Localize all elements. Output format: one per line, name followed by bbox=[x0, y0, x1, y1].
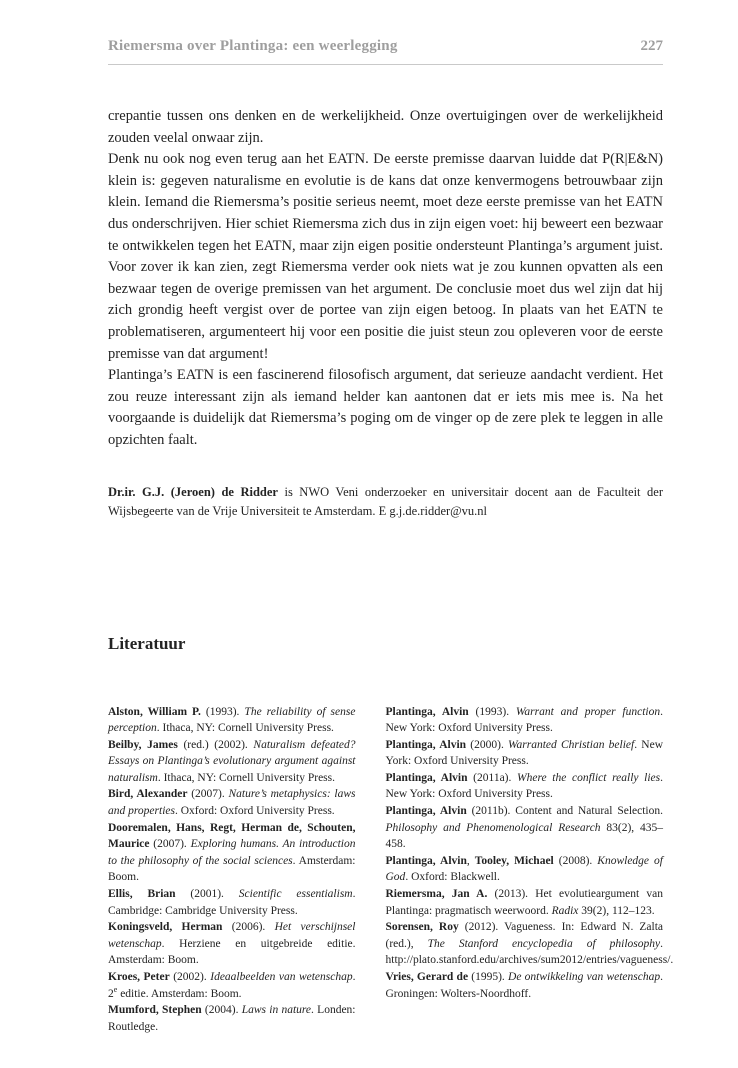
bibliography bbox=[108, 704, 674, 1036]
text-segment: . Oxford: Oxford University Press. bbox=[174, 805, 335, 818]
text-segment: 83(2), 435–458. bbox=[385, 821, 663, 851]
text-segment: Plantinga, Alvin bbox=[385, 771, 468, 784]
text-segment: Kroes, Peter bbox=[108, 971, 170, 983]
bib-entry bbox=[108, 919, 356, 969]
text-segment: (2008). bbox=[553, 854, 598, 867]
text-segment: The Stanford encyclopedia of philosophy bbox=[427, 937, 661, 950]
bib-column-left bbox=[108, 704, 356, 1036]
bib-entry bbox=[108, 786, 356, 819]
text-segment: (2007). bbox=[149, 838, 191, 851]
body-paragraph: crepantie tussen ons denken en de werkelijkheid. Onze overtuigingen over de werkelijkheid zouden veelal onwaar zijn. bbox=[108, 108, 663, 146]
text-segment: Mumford, Stephen bbox=[108, 1004, 202, 1017]
author-bio-text: is NWO Veni onderzoeker en universitair docent aan de Faculteit der Wijsbegeerte van de Vrije Universiteit te Amsterdam. E g.j.de.ridder@vu.nl bbox=[108, 484, 663, 518]
text-segment: Knowledge of God bbox=[385, 854, 663, 884]
text-segment: (2013). Het evolutieargument van Plantinga: pragmatisch weerwoord. bbox=[385, 888, 663, 917]
page-number: 227 bbox=[640, 38, 663, 54]
article-body bbox=[108, 106, 663, 452]
text-segment: . New York: Oxford University Press. bbox=[385, 771, 663, 801]
page-header bbox=[108, 38, 663, 65]
text-segment: Bird, Alexander bbox=[108, 788, 188, 801]
author-bio bbox=[108, 483, 663, 522]
text-segment: (2002). bbox=[169, 971, 211, 983]
text-segment: Nature’s metaphysics: laws and properties bbox=[108, 788, 356, 818]
bib-entry bbox=[386, 803, 664, 853]
text-segment: Naturalism defeated? Essays on Plantinga’s evolutionary argument against naturalism bbox=[108, 738, 356, 784]
text-segment: Warrant and proper function bbox=[515, 705, 661, 718]
text-segment: editie. Amsterdam: Boom. bbox=[117, 987, 242, 1000]
text-segment: (1993). bbox=[468, 705, 516, 718]
bib-entry bbox=[108, 886, 356, 919]
bib-entry bbox=[386, 886, 664, 919]
text-segment: . Amsterdam: Boom. bbox=[108, 854, 356, 884]
bib-column-right bbox=[385, 704, 674, 1036]
bib-entry bbox=[108, 1002, 356, 1035]
text-segment: . Cambridge: Cambridge University Press. bbox=[108, 888, 356, 917]
text-segment: , bbox=[466, 854, 475, 867]
text-segment: . Londen: Routledge. bbox=[108, 1004, 356, 1033]
text-segment: The reliability of sense perception bbox=[108, 705, 356, 735]
text-segment: (1993). bbox=[200, 705, 245, 718]
text-segment: Philosophy and Phenomenological Research bbox=[385, 821, 601, 834]
text-segment: (2001). bbox=[175, 888, 239, 901]
text-segment: Warranted Christian belief bbox=[508, 738, 635, 751]
text-segment: Ideaalbeelden van wetenschap bbox=[210, 971, 353, 983]
text-segment: Exploring humans. An introduction to the philosophy of the social sciences bbox=[108, 838, 356, 867]
text-segment: Radix bbox=[551, 904, 579, 917]
text-segment: (2007). bbox=[187, 788, 229, 801]
text-segment: . Ithaca, NY: Cornell University Press. bbox=[156, 722, 334, 735]
text-segment: (1995). bbox=[468, 971, 509, 983]
text-segment: Riemersma, Jan A. bbox=[385, 888, 488, 901]
text-segment: Plantinga, Alvin bbox=[385, 738, 467, 751]
text-segment: (2012). Vagueness. In: Edward N. Zalta (red.), bbox=[385, 921, 663, 950]
bib-entry bbox=[386, 853, 664, 886]
text-segment: Tooley, Michael bbox=[474, 854, 554, 867]
text-segment: . New York: Oxford University Press. bbox=[385, 705, 663, 735]
bib-entry bbox=[386, 737, 664, 770]
bib-entry bbox=[108, 820, 356, 886]
text-segment: Alston, William P. bbox=[108, 705, 201, 718]
body-paragraph: Plantinga’s EATN is een fascinerend filosofisch argument, dat serieuze aandacht verdient. Het zou reuze interessant zijn als iemand helder kan aantonen dat er iets mis mee is. Na het voorgaande is duidelijk dat Riemersma’s poging om de vinger op de zere plek te leggen in alle opzichten faalt. bbox=[108, 367, 663, 448]
text-segment: (2011a). bbox=[467, 771, 518, 784]
text-segment: Dooremalen, Hans, Regt, Herman de, Schouten, Maurice bbox=[108, 821, 356, 851]
text-segment: Het verschijnsel wetenschap bbox=[108, 921, 356, 950]
bib-entry bbox=[108, 737, 356, 787]
bib-entry bbox=[386, 704, 664, 737]
text-segment: (2000). bbox=[466, 738, 509, 751]
text-segment: (2011b). Content and Natural Selection. bbox=[466, 805, 663, 818]
bib-entry bbox=[386, 969, 664, 1002]
literature-heading: Literatuur bbox=[108, 633, 186, 653]
bib-entry bbox=[108, 704, 356, 737]
text-segment: . Oxford: Blackwell. bbox=[405, 871, 500, 884]
text-segment: De ontwikkeling van wetenschap bbox=[508, 971, 661, 983]
text-segment: Ellis, Brian bbox=[108, 888, 176, 901]
bib-entry bbox=[386, 770, 664, 803]
text-segment: e bbox=[113, 984, 118, 994]
text-segment: (2004). bbox=[201, 1004, 242, 1017]
text-segment: Plantinga, Alvin bbox=[385, 854, 467, 867]
text-segment: . Ithaca, NY: Cornell University Press. bbox=[157, 771, 336, 784]
running-title: Riemersma over Plantinga: een weerlegging bbox=[108, 38, 398, 54]
text-segment: . Groningen: Wolters-Noordhoff. bbox=[385, 971, 663, 1000]
text-segment: Scientific essentialism bbox=[238, 888, 353, 901]
text-segment: Vries, Gerard de bbox=[385, 971, 469, 983]
author-name: Dr.ir. G.J. (Jeroen) de Ridder bbox=[108, 484, 278, 499]
text-segment: Beilby, James bbox=[108, 738, 178, 751]
text-segment: 39(2), 112–123. bbox=[578, 904, 655, 917]
text-segment: Laws in nature bbox=[241, 1004, 312, 1017]
text-segment: . http://plato.stanford.edu/archives/sum2012/entries/vagueness/. bbox=[385, 937, 674, 967]
text-segment: Koningsveld, Herman bbox=[108, 921, 223, 934]
bib-entry bbox=[385, 919, 674, 969]
text-segment: Plantinga, Alvin bbox=[385, 805, 467, 818]
bib-entry bbox=[108, 969, 356, 1002]
text-segment: Sorensen, Roy bbox=[385, 921, 459, 934]
body-paragraph: Denk nu ook nog even terug aan het EATN. De eerste premisse daarvan luidde dat P(R|E&N) klein is: gegeven naturalisme en evolutie is de kans dat onze kenvermogens betrouwbaar zijn klein. Iemand die Riemersma’s positie serieus neemt, moet deze eerste premisse van het EATN dus onderschrijven. Hier schiet Riemersma zich dus in zijn eigen voet: hij beweert een bezwaar te ontwikkelen tegen het EATN, maar zijn eigen positie ondersteunt Plantinga’s argument juist. Voor zover ik kan zien, zegt Riemersma verder ook niets wat je zou kunnen opvatten als een bezwaar tegen de overige premissen van het argument. De conclusie moet dus wel zijn dat hij zich grondig heeft vergist over de portee van zijn eigen betoog. In plaats van het EATN te problematiseren, argumenteert hij voor een positie die juist steun zou opleveren voor de eerste premisse van dat argument! bbox=[108, 151, 663, 362]
text-segment: . 2 bbox=[108, 971, 356, 1000]
text-segment: Where the conflict really lies bbox=[517, 771, 661, 784]
text-segment: (2006). bbox=[222, 921, 275, 934]
text-segment: (red.) (2002). bbox=[177, 738, 254, 751]
text-segment: . Herziene en uitgebreide editie. Amsterdam: Boom. bbox=[108, 937, 356, 967]
text-segment: . New York: Oxford University Press. bbox=[385, 738, 663, 768]
text-segment: Plantinga, Alvin bbox=[385, 705, 469, 718]
